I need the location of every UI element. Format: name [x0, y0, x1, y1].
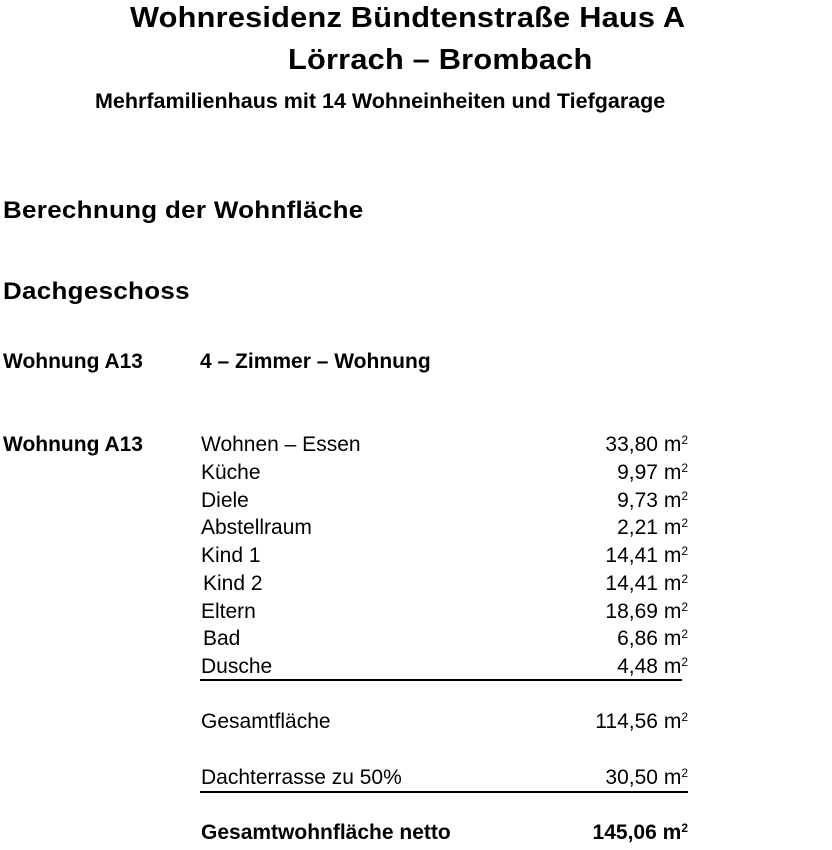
total-area-label: Gesamtfläche — [201, 710, 331, 733]
room-area: 4,48 $m^2$ — [617, 655, 688, 678]
apartment-type: 4 – Zimmer – Wohnung — [200, 350, 431, 373]
document-subtitle: Mehrfamilienhaus mit 14 Wohneinheiten und Tiefgarage — [95, 89, 666, 113]
room-area: 18,69 $m^2$ — [605, 600, 688, 623]
room-area: 14,41 $m^2$ — [605, 544, 688, 567]
apartment-list-label: Wohnung A13 — [3, 433, 143, 456]
terrace-label: Dachterrasse zu 50% — [201, 766, 402, 789]
apartment-label: Wohnung A13 — [3, 350, 143, 373]
room-name: Kind 1 — [201, 544, 261, 567]
room-name: Kind 2 — [203, 572, 263, 595]
room-area: 9,97 $m^2$ — [617, 461, 688, 484]
room-name: Abstellraum — [201, 516, 312, 539]
net-living-area-value: 145,06 $m^2$ — [592, 821, 688, 844]
room-name: Bad — [203, 627, 241, 650]
total-area-value: 114,56 $m^2$ — [595, 710, 688, 733]
document-title: Wohnresidenz Bündtenstraße Haus A — [130, 2, 686, 34]
subtotal-rule — [200, 679, 682, 681]
room-area: 9,73 $m^2$ — [617, 489, 688, 512]
room-area: 2,21 $m^2$ — [617, 516, 688, 539]
section-heading: Berechnung der Wohnfläche — [3, 197, 364, 224]
room-area: 14,41 $m^2$ — [605, 572, 688, 595]
room-area: 33,80 $m^2$ — [605, 433, 688, 456]
net-living-area-label: Gesamtwohnfläche netto — [201, 821, 451, 844]
room-name: Diele — [201, 489, 249, 512]
room-name: Küche — [201, 461, 261, 484]
terrace-value: 30,50 $m^2$ — [605, 766, 688, 789]
room-name: Dusche — [201, 655, 273, 678]
terrace-rule — [200, 791, 688, 793]
document-location: Lörrach – Brombach — [288, 44, 593, 76]
room-name: Eltern — [201, 600, 256, 623]
room-area: 6,86 $m^2$ — [617, 627, 688, 650]
floor-heading: Dachgeschoss — [3, 278, 190, 305]
room-name: Wohnen – Essen — [201, 433, 361, 456]
